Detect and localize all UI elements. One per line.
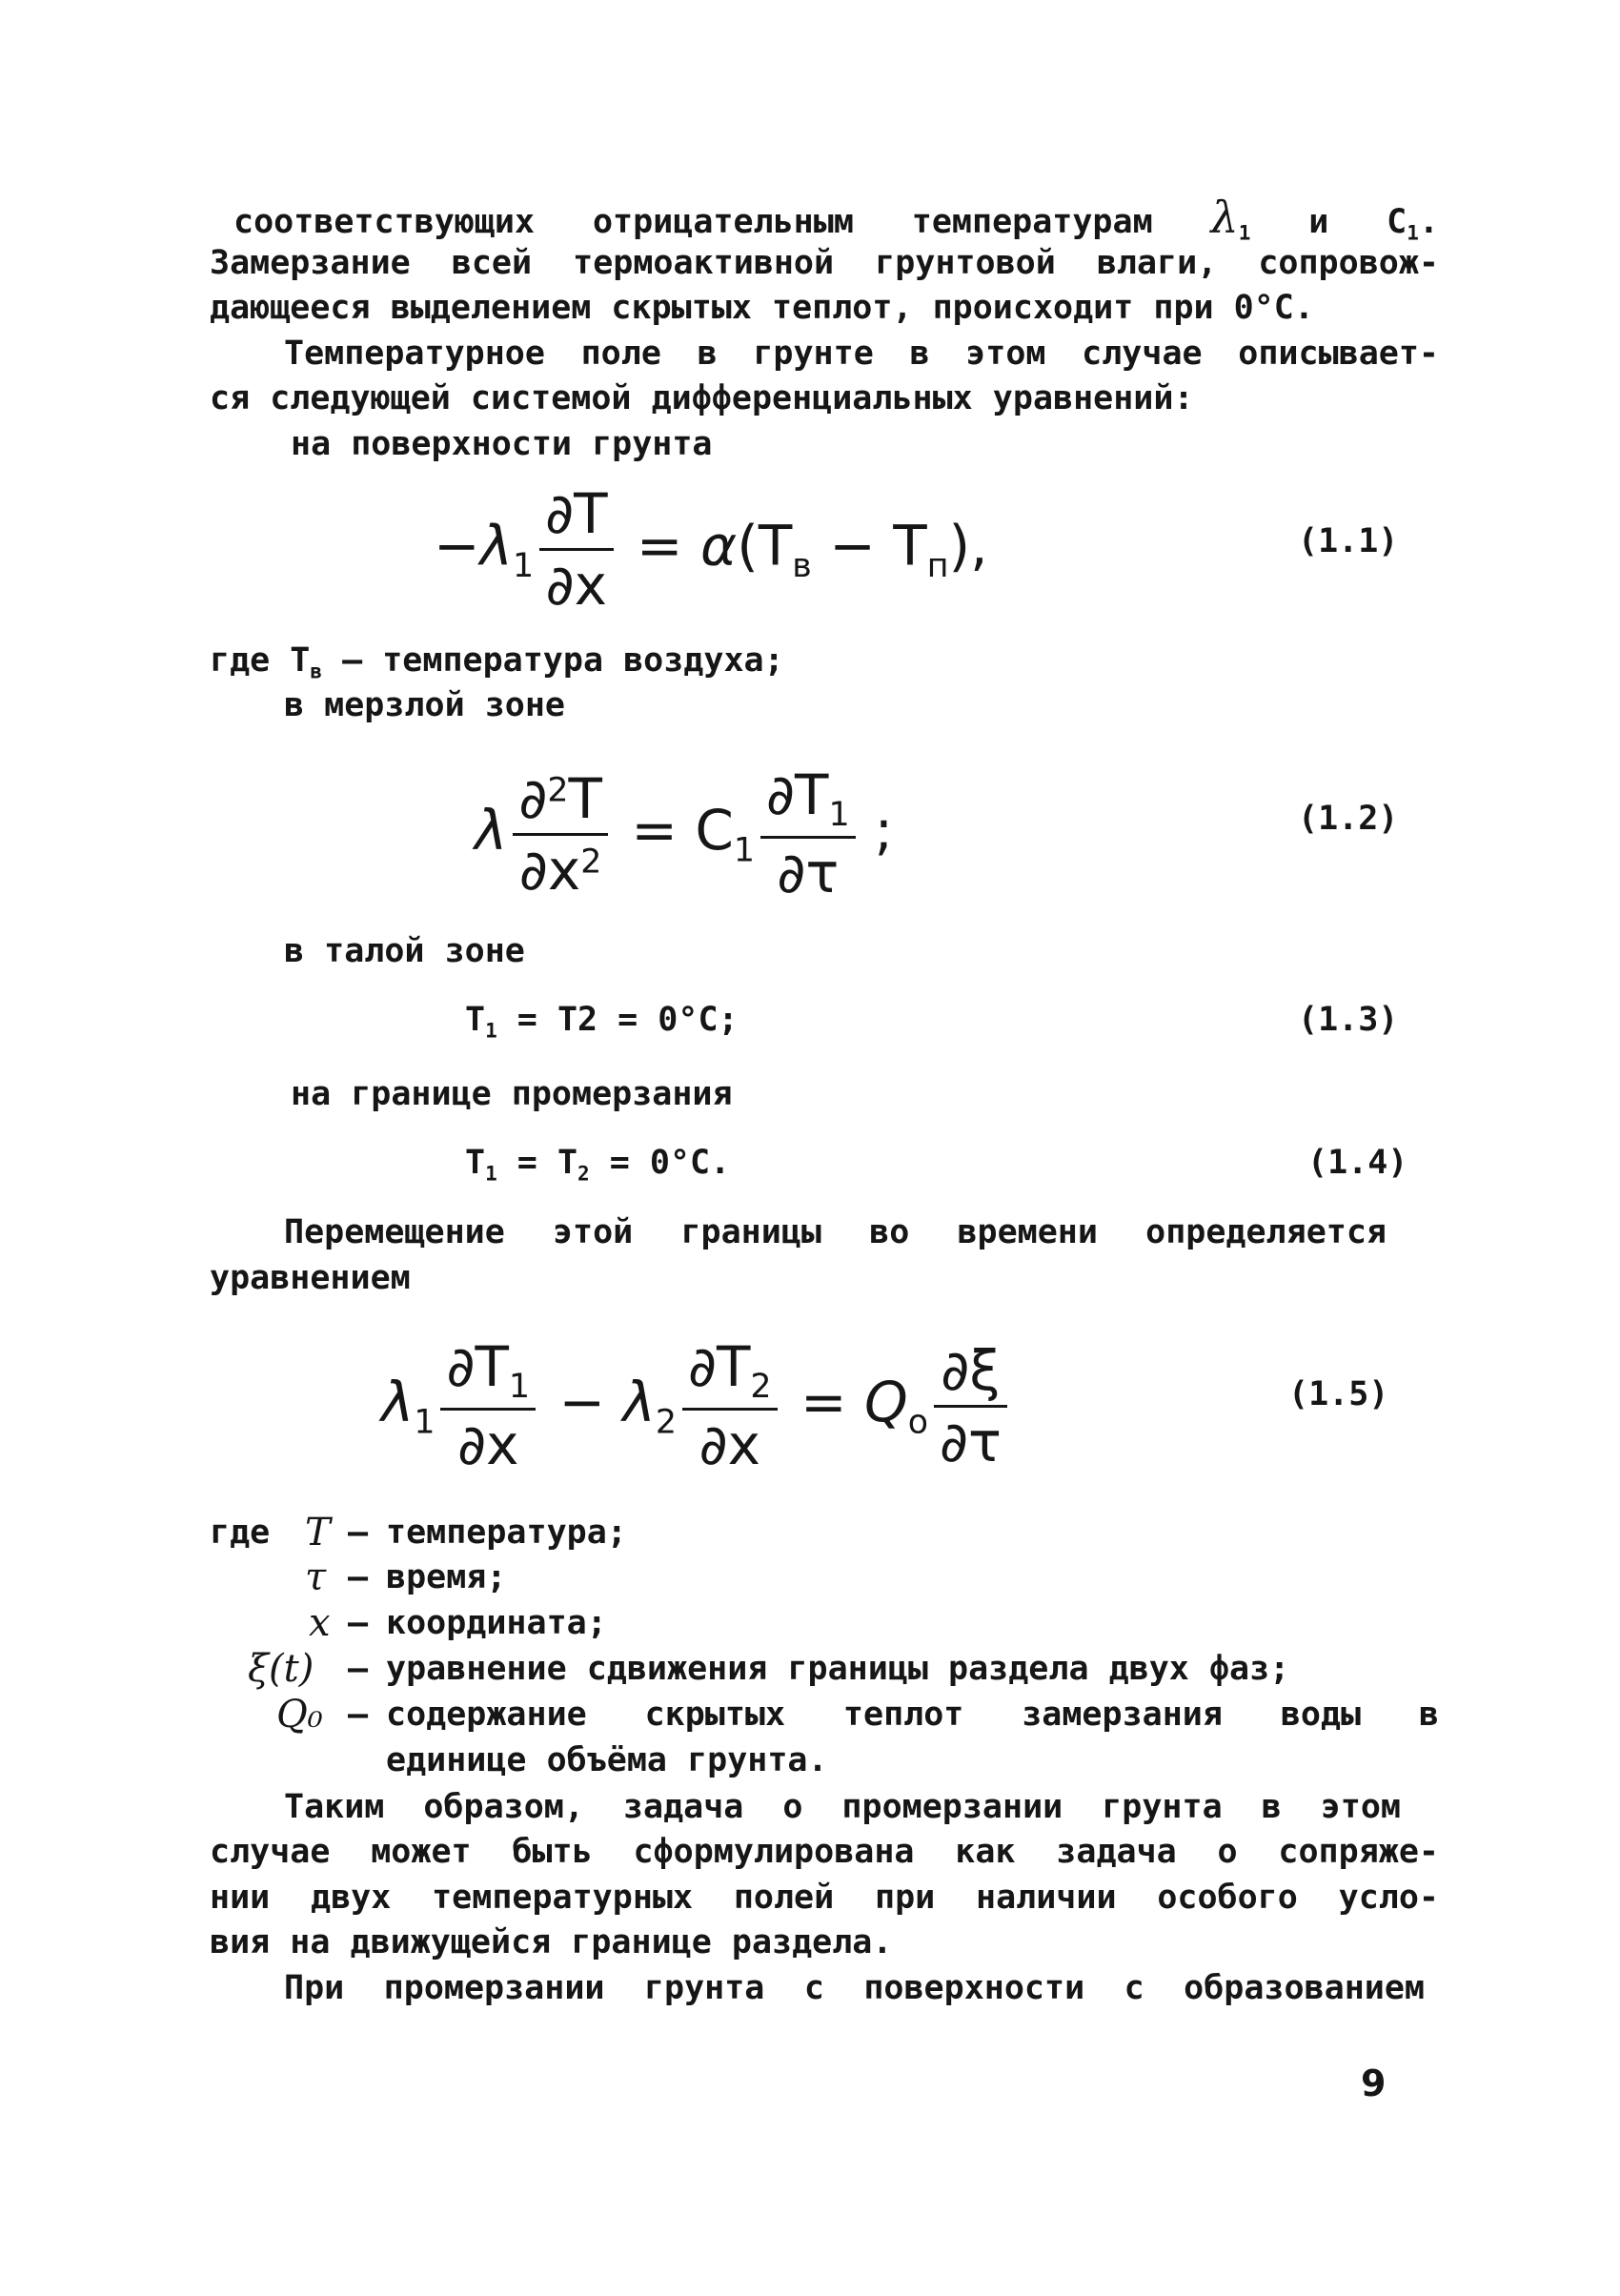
glossary-definition: содержание скрытых теплот замерзания воды в: [386, 1696, 1439, 1734]
paragraph-2-line-2: ся следующей системой дифференциальных уравнений:: [210, 379, 1194, 417]
equation-1-1: $-\lambda_1$ $\frac{\partial T}{\partial x}$ = $\alpha(T_в - T_п)$,: [434, 481, 988, 618]
equation-number-1-1: (1.1): [1298, 522, 1399, 560]
glossary-item-latent-heat: [248, 1693, 1439, 1737]
glossary-term: T: [305, 1511, 331, 1554]
glossary-dash: –: [348, 1650, 369, 1688]
equation-number-1-2: (1.2): [1298, 800, 1399, 838]
paragraph-1-line-2: Замерзание всей термоактивной грунтовой влаги, сопровож-: [210, 244, 1439, 282]
glossary-definition: температура;: [386, 1514, 627, 1552]
paragraph-3-line-2: уравнением: [210, 1259, 411, 1297]
glossary-item-temperature: [305, 1511, 1439, 1554]
glossary-definition: координата;: [386, 1604, 607, 1642]
glossary-term: τ: [305, 1555, 327, 1599]
fraction-dT-dx: $\frac{\partial T}{\partial x}$: [539, 481, 613, 618]
fraction-dxi-dtau: $\frac{\partial\xi}{\partial\tau}$: [934, 1338, 1007, 1474]
glossary-item-boundary-equation: [248, 1647, 1439, 1691]
glossary-where: где: [210, 1514, 271, 1552]
paragraph-2-line-1: Температурное поле в грунте в этом случае описывает-: [284, 335, 1439, 373]
equation-1-3: $T_1 = T2 = 0^\circ C$;: [465, 1001, 739, 1043]
paragraph-1-line-1: соответствующих отрицательным температурам $\lambda_1$ и $С_1$.: [233, 192, 1439, 245]
fraction-d2T-dx2: $\frac{\partial^2T}{\partial x^2}$: [513, 766, 608, 903]
surface-label: на поверхности грунта: [291, 425, 713, 463]
paragraph-3-line-1: Перемещение этой границы во времени определяется: [284, 1213, 1387, 1251]
equation-number-1-3: (1.3): [1298, 1001, 1399, 1039]
glossary-definition: время;: [386, 1558, 507, 1596]
glossary-term: x: [309, 1601, 331, 1645]
equation-1-5: $\lambda_1$ $\frac{\partial T_1}{\partial x}$ − $\lambda_2$ $\frac{\partial T_2}{\partial x}$ = $Q_o$ $\frac{\partial\xi}{\partial\tau}$: [381, 1334, 1013, 1477]
equation-1-2: λ $\frac{\partial^2T}{\partial x^2}$ = $C_1$ $\frac{\partial T_1}{\partial\tau}$ ;: [475, 762, 894, 906]
fraction-dT2-dx: $\frac{\partial T_2}{\partial x}$: [682, 1334, 778, 1477]
frozen-zone-label: в мерзлой зоне: [284, 686, 566, 724]
glossary-dash: –: [348, 1696, 369, 1734]
air-temperature-definition: где $T_в$ – температура воздуха;: [210, 641, 784, 683]
glossary-dash: –: [348, 1558, 369, 1596]
paragraph-4-line-4: вия на движущейся границе раздела.: [210, 1923, 893, 1961]
glossary-definition-continuation: единице объёма грунта.: [386, 1741, 828, 1779]
paragraph-4-line-1: Таким образом, задача о промерзании грунта в этом: [284, 1788, 1401, 1826]
equation-number-1-4: (1.4): [1307, 1144, 1408, 1182]
page-number: 9: [1361, 2062, 1387, 2104]
thawed-zone-label: в талой зоне: [284, 932, 525, 970]
glossary-dash: –: [348, 1514, 369, 1552]
fraction-dT1-dx: $\frac{\partial T_1}{\partial x}$: [440, 1334, 536, 1477]
glossary-item-coordinate: [305, 1601, 1439, 1645]
glossary-item-time: [305, 1555, 1439, 1599]
equation-number-1-5: (1.5): [1288, 1375, 1389, 1413]
paragraph-5-line-1: При промерзании грунта с поверхности с образованием: [284, 1969, 1425, 2007]
glossary-definition: уравнение сдвижения границы раздела двух фаз;: [386, 1650, 1290, 1688]
fraction-dT1-dtau: $\frac{\partial T_1}{\partial\tau}$: [760, 762, 856, 905]
boundary-label: на границе промерзания: [291, 1075, 733, 1113]
glossary-dash: –: [348, 1604, 369, 1642]
glossary-term: ξ(t): [248, 1647, 314, 1691]
paragraph-4-line-2: случае может быть сформулирована как задача о сопряже-: [210, 1833, 1439, 1871]
paragraph-4-line-3: нии двух температурных полей при наличии особого усло-: [210, 1879, 1439, 1917]
glossary-term: Q₀: [276, 1693, 323, 1737]
lambda-symbol: λ: [1210, 192, 1239, 243]
equation-1-4: $T_1 = T_2 = 0^\circ C$.: [465, 1144, 731, 1186]
paragraph-1-line-3: дающееся выделением скрытых теплот, происходит при 0°С.: [210, 289, 1314, 327]
